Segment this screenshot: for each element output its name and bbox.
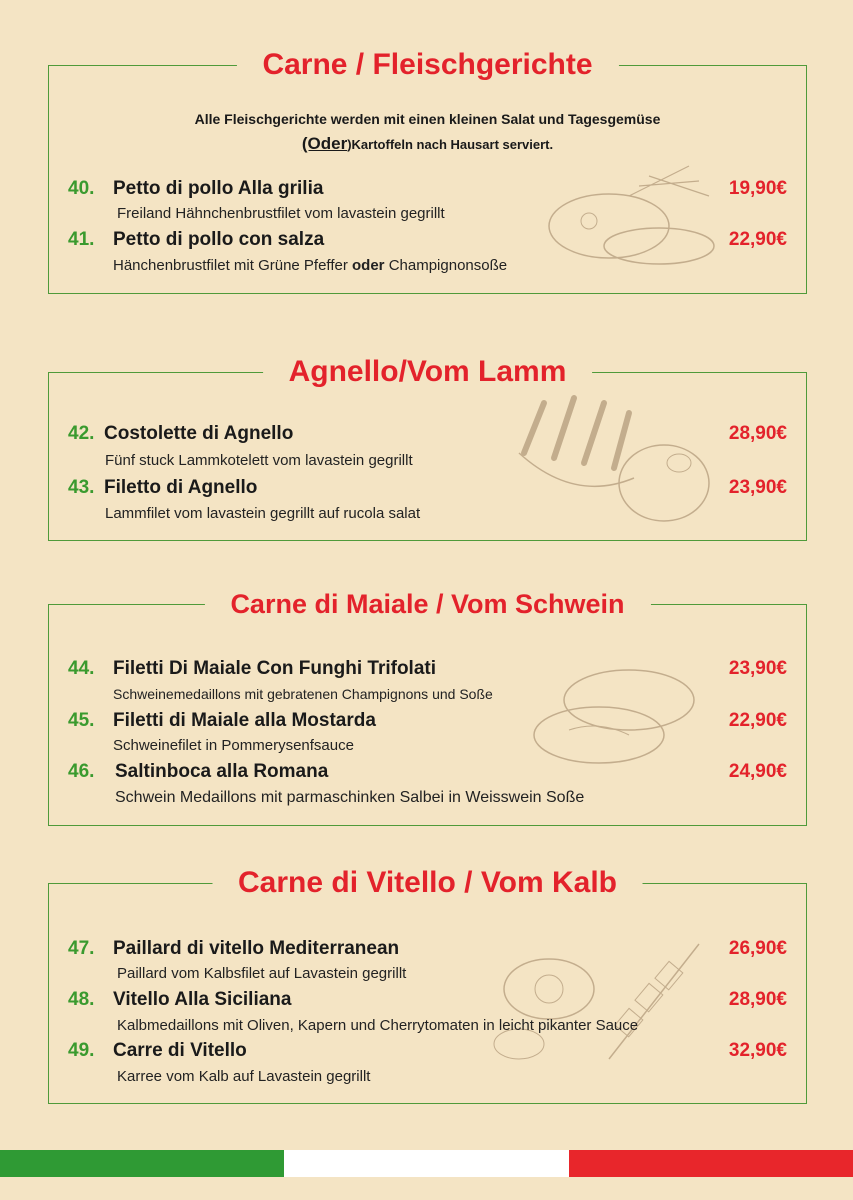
section-lamm [48, 355, 807, 541]
dish-price: 23,90€ [728, 658, 787, 679]
item-number: 40. [68, 178, 95, 199]
grilled-chicken-sketch-icon [529, 156, 749, 276]
item-number: 46. [68, 761, 95, 782]
desc-oder: oder [352, 257, 385, 274]
dish-name: Paillard di vitello Mediterranean [113, 938, 400, 959]
dish-price: 23,90€ [728, 477, 787, 498]
dish-price: 19,90€ [728, 178, 787, 199]
dish-price: 26,90€ [728, 938, 787, 959]
dish-price: 24,90€ [728, 761, 787, 782]
item-number: 42. [68, 423, 95, 444]
dish-price: 32,90€ [728, 1040, 787, 1061]
dish-description: Kalbmedaillons mit Oliven, Kapern und Cherrytomaten in leicht pikanter Sauce [117, 1017, 639, 1034]
item-number: 41. [68, 229, 95, 250]
dish-name: Vitello Alla Siciliana [113, 989, 292, 1010]
dish-description: Lammfilet vom lavastein gegrillt auf rucola salat [105, 505, 421, 522]
dish-name: Filetti di Maiale alla Mostarda [113, 710, 376, 731]
flag-stripe-green [0, 1150, 284, 1177]
dish-name: Costolette di Agnello [104, 423, 294, 444]
dish-price: 22,90€ [728, 710, 787, 731]
dish-description [113, 257, 507, 274]
veal-skewer-sketch-icon [489, 939, 709, 1069]
dish-name: Saltinboca alla Romana [115, 761, 329, 782]
pork-chop-sketch-icon [529, 660, 709, 770]
oder-word: (Oder [301, 134, 348, 153]
section-title: Carne di Maiale / Vom Schwein [204, 586, 650, 622]
item-number: 47. [68, 938, 95, 959]
dish-price: 28,90€ [728, 989, 787, 1010]
item-number: 45. [68, 710, 95, 731]
dish-description: Karree vom Kalb auf Lavastein gegrillt [117, 1068, 371, 1085]
dish-name: Filetti Di Maiale Con Funghi Trifolati [113, 658, 436, 679]
dish-description: Schweinemedaillons mit gebratenen Champignons und Soße [113, 686, 493, 702]
lamb-rack-sketch-icon [514, 383, 714, 528]
serving-note: Alle Fleischgerichte werden mit einen kleinen Salat und Tagesgemüse [194, 111, 661, 127]
dish-description: Paillard vom Kalbsfilet auf Lavastein gegrillt [117, 965, 407, 982]
section-title: Agnello/Vom Lamm [263, 354, 593, 390]
item-number: 49. [68, 1040, 95, 1061]
section-schwein [48, 589, 807, 826]
dish-name: Filetto di Agnello [104, 477, 258, 498]
flag-stripe-white [284, 1150, 569, 1177]
dish-description: Schweinefilet in Pommerysenfsauce [113, 737, 354, 754]
serving-note-rest: )Kartoffeln nach Hausart serviert. [347, 137, 554, 152]
section-title: Carne / Fleischgerichte [236, 47, 618, 83]
dish-description: Fünf stuck Lammkotelett vom lavastein gegrillt [105, 452, 413, 469]
section-title: Carne di Vitello / Vom Kalb [212, 865, 643, 901]
dish-name: Petto di pollo con salza [113, 229, 325, 250]
section-fleischgerichte [48, 48, 807, 294]
item-number: 48. [68, 989, 95, 1010]
dish-name: Petto di pollo Alla grilia [113, 178, 324, 199]
item-number: 43. [68, 477, 95, 498]
item-number: 44. [68, 658, 95, 679]
dish-description: Freiland Hähnchenbrustfilet vom lavastein gegrillt [117, 205, 445, 222]
dish-price: 22,90€ [728, 229, 787, 250]
desc-part: Hänchenbrustfilet mit Grüne Pfeffer [113, 257, 348, 274]
flag-stripe-red [569, 1150, 853, 1177]
serving-note-line2 [49, 134, 806, 154]
section-kalb [48, 866, 807, 1104]
dish-price: 28,90€ [728, 423, 787, 444]
dish-description: Schwein Medaillons mit parmaschinken Salbei in Weisswein Soße [115, 789, 585, 806]
desc-part: Champignonsoße [388, 257, 508, 274]
dish-name: Carre di Vitello [113, 1040, 247, 1061]
